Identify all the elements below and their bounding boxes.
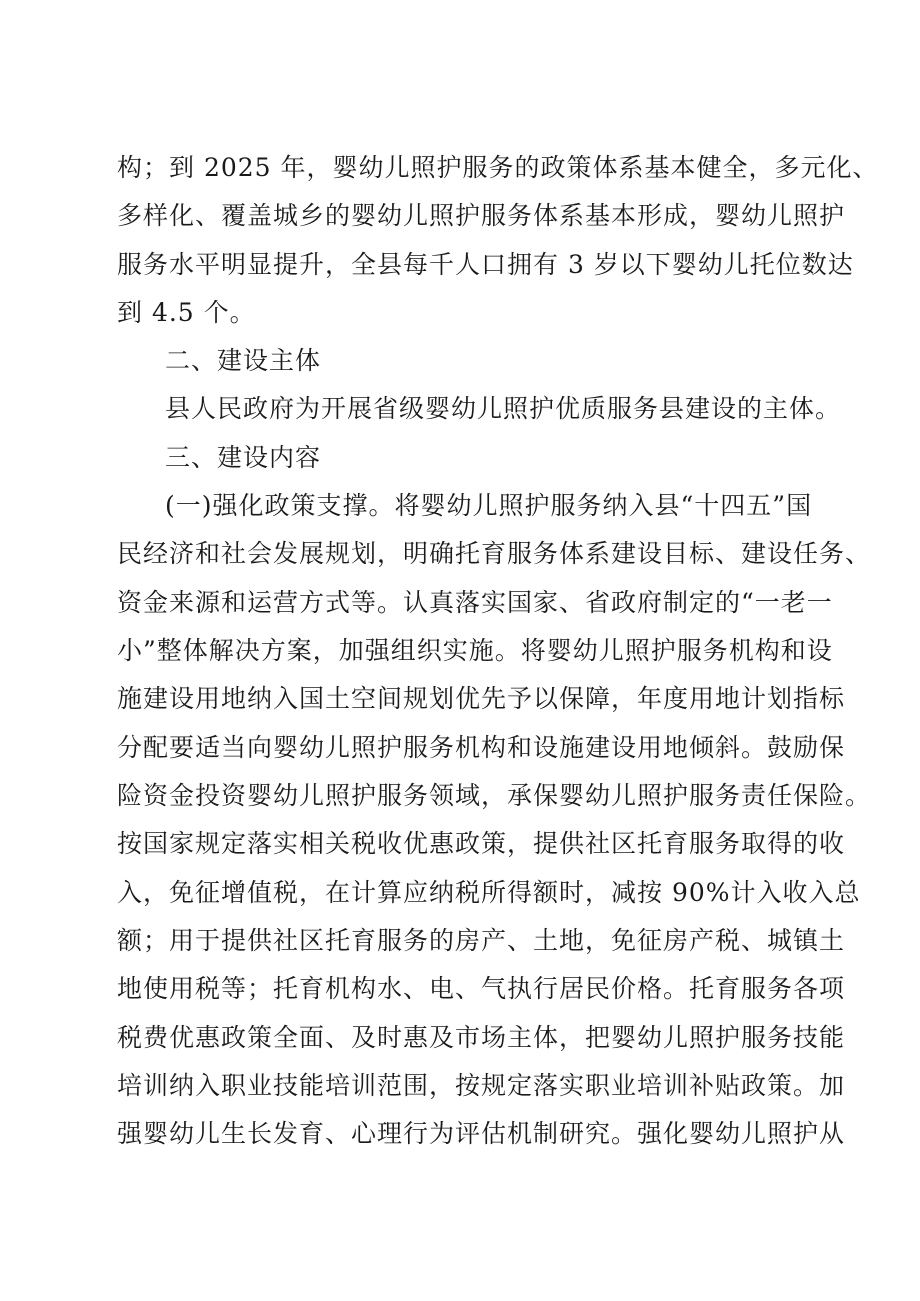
paragraph-line: 多样化、覆盖城乡的婴幼儿照护服务体系基本形成，婴幼儿照护 [117, 201, 846, 230]
paragraph-line: 到 4.5 个。 [117, 298, 256, 327]
paragraph-line: 地使用税等；托育机构水、电、气执行居民价格。托育服务各项 [117, 974, 846, 1003]
paragraph-line: 培训纳入职业技能培训范围，按规定落实职业培训补贴政策。加 [117, 1071, 846, 1100]
paragraph-line: 分配要适当向婴幼儿照护服务机构和设施建设用地倾斜。鼓励保 [117, 733, 846, 762]
paragraph-line: 县人民政府为开展省级婴幼儿照护优质服务县建设的主体。 [165, 394, 842, 423]
paragraph-line: 税费优惠政策全面、及时惠及市场主体，把婴幼儿照护服务技能 [117, 1023, 846, 1052]
paragraph-line: 施建设用地纳入国土空间规划优先予以保障，年度用地计划指标 [117, 684, 846, 713]
paragraph-line: 强婴幼儿生长发育、心理行为评估机制研究。强化婴幼儿照护从 [117, 1119, 846, 1148]
paragraph-line: 构；到 2025 年，婴幼儿照护服务的政策体系基本健全，多元化、 [117, 153, 879, 182]
paragraph-line: 额；用于提供社区托育服务的房产、土地，免征房产税、城镇土 [117, 926, 846, 955]
paragraph-line: 小”整体解决方案，加强组织实施。将婴幼儿照护服务机构和设 [117, 636, 833, 665]
section-heading: 二、建设主体 [165, 346, 322, 375]
paragraph-line: 险资金投资婴幼儿照护服务领域，承保婴幼儿照护服务责任保险。 [117, 781, 872, 810]
paragraph-line: 按国家规定落实相关税收优惠政策，提供社区托育服务取得的收 [117, 829, 846, 858]
paragraph-line: 资金来源和运营方式等。认真落实国家、省政府制定的“一老一 [117, 588, 833, 617]
paragraph-line: 服务水平明显提升，全县每千人口拥有 3 岁以下婴幼儿托位数达 [117, 250, 854, 279]
subsection-lead-line: (一)强化政策支撑。将婴幼儿照护服务纳入县“十四五”国 [165, 491, 813, 520]
section-heading: 三、建设内容 [165, 443, 322, 472]
paragraph-line: 民经济和社会发展规划，明确托育服务体系建设目标、建设任务、 [117, 539, 872, 568]
paragraph-line: 入，免征增值税，在计算应纳税所得额时，减按 90%计入收入总 [117, 878, 861, 907]
